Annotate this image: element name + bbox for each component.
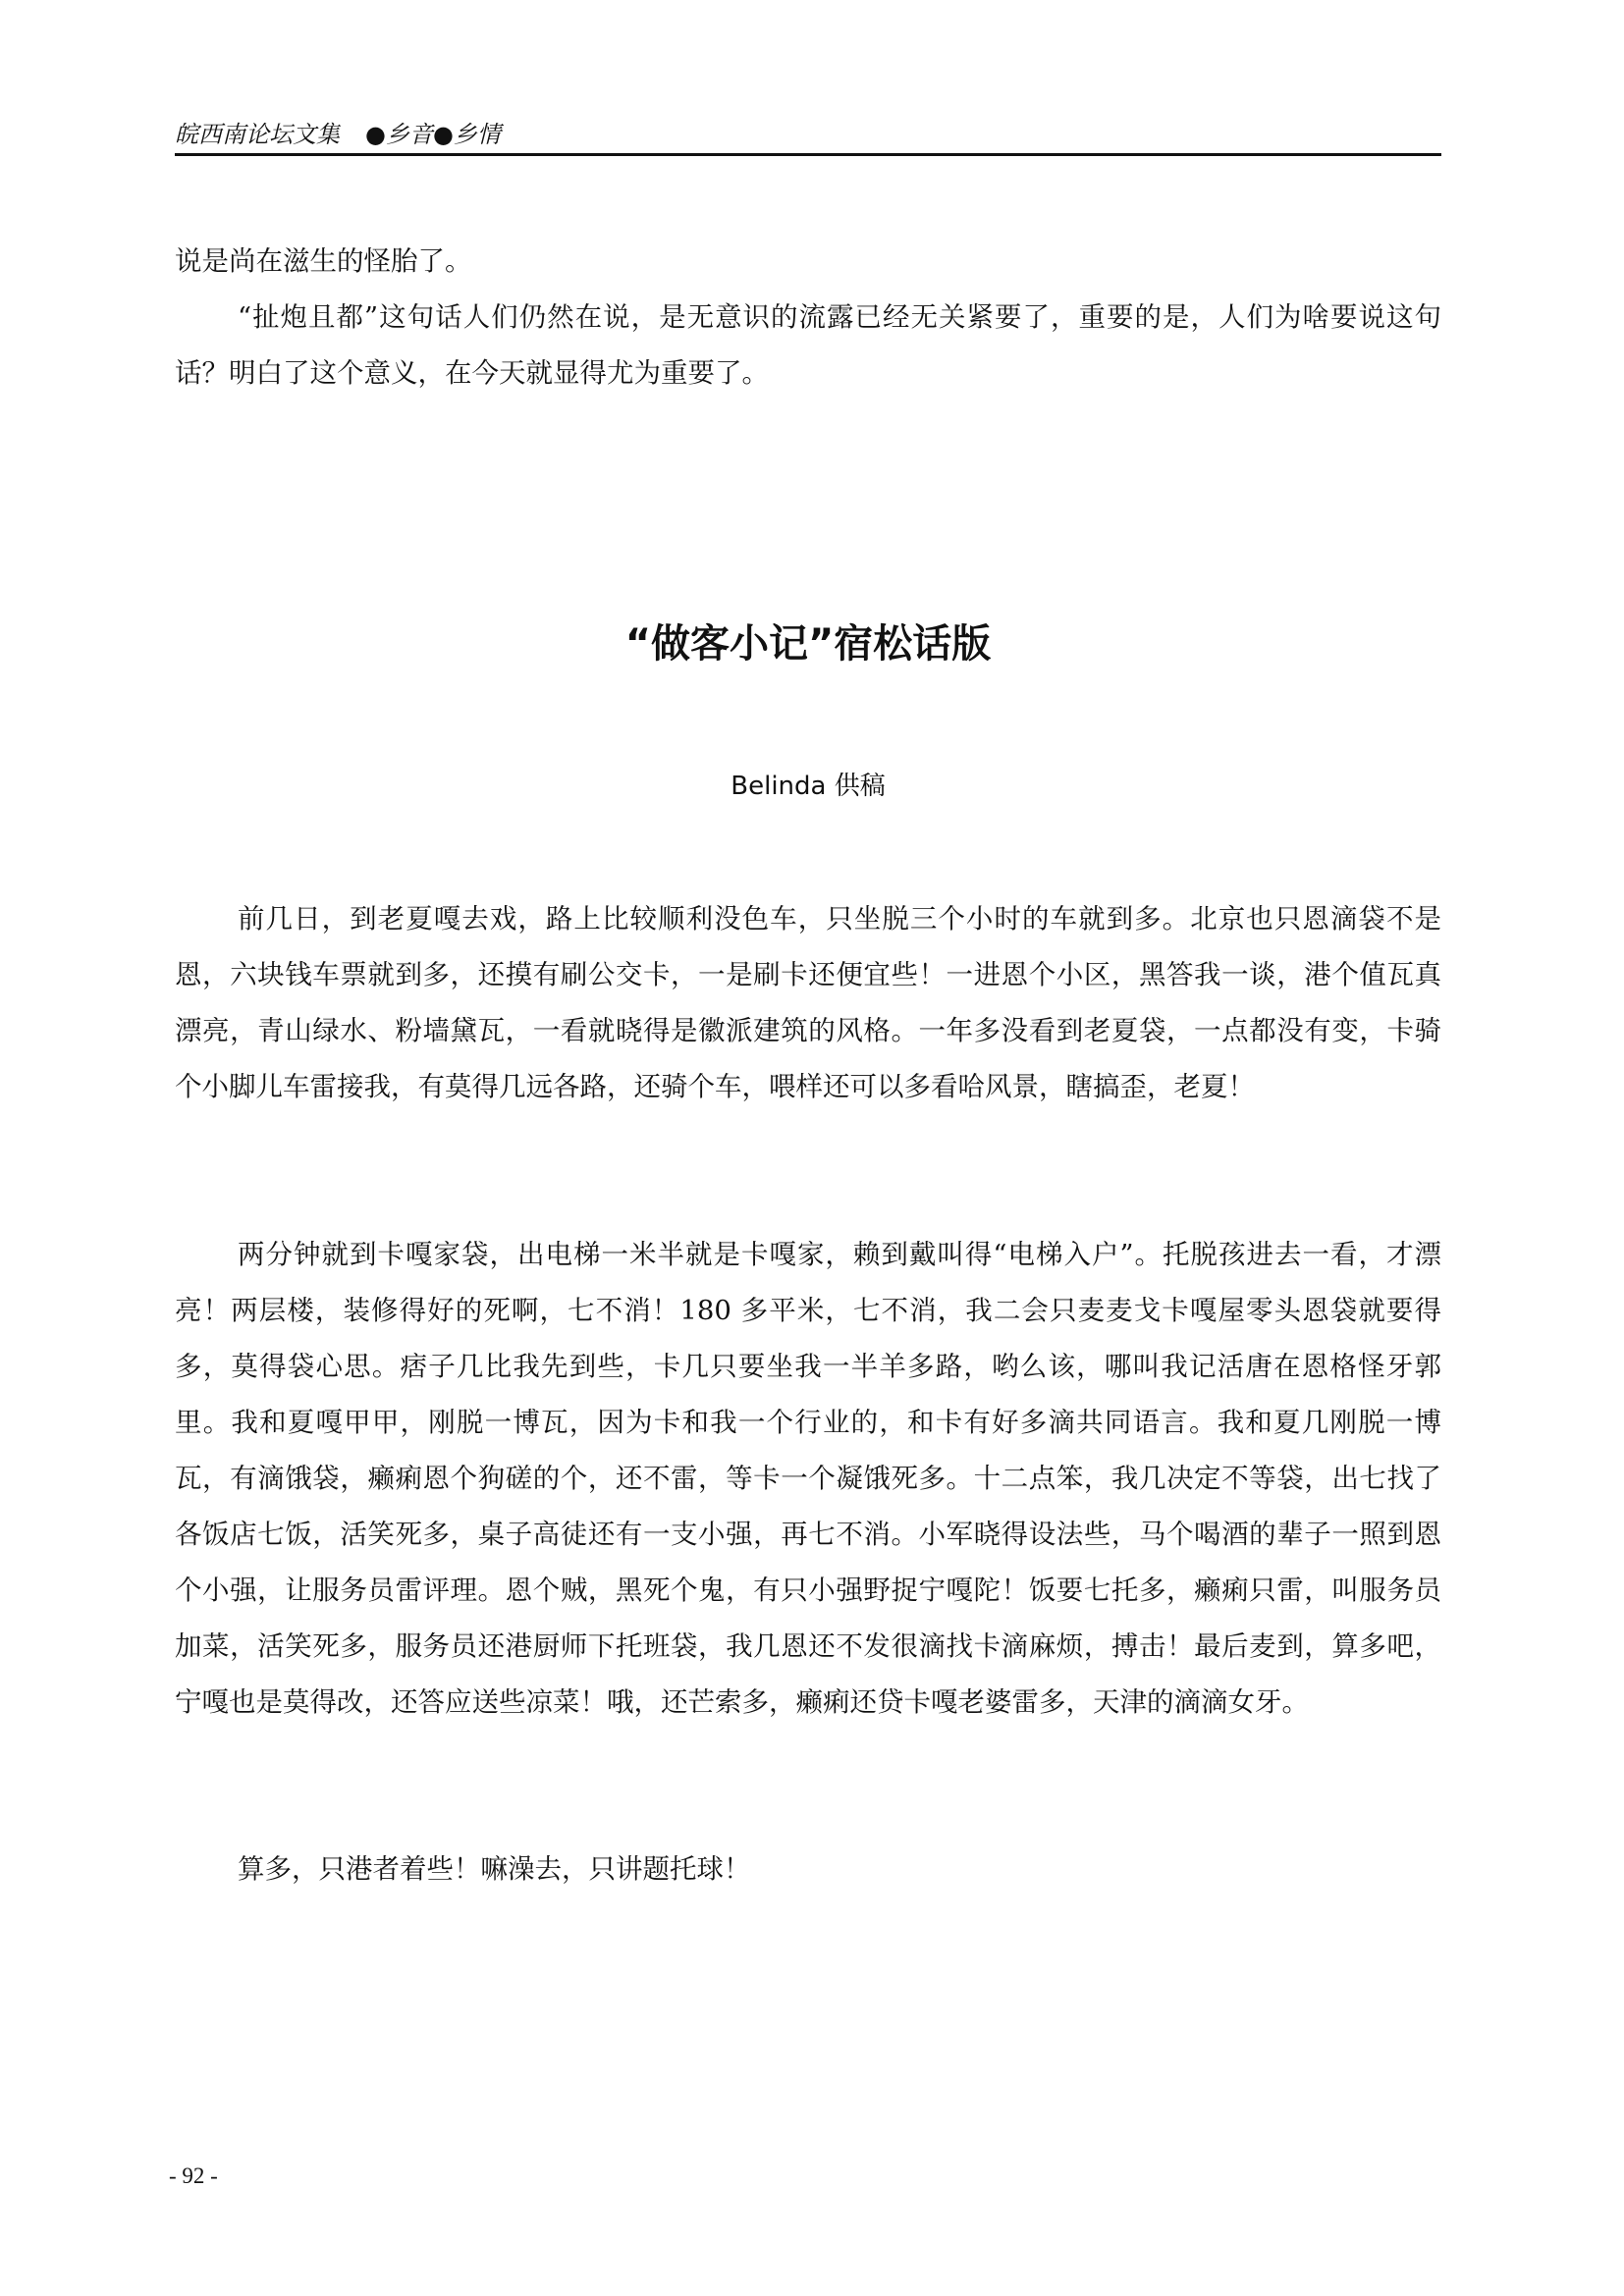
continued-paragraph: 说是尚在滋生的怪胎了。 bbox=[175, 245, 472, 277]
collection-title: 皖西南论坛文集 bbox=[175, 121, 340, 148]
article-title: “做客小记”宿松话版 bbox=[624, 621, 992, 667]
article-byline: Belinda 供稿 bbox=[731, 772, 886, 801]
page-number: - 92 - bbox=[169, 2163, 218, 2188]
header-rule bbox=[175, 153, 1441, 156]
article-paragraph-2: 两分钟就到卡嘎家袋，出电梯一米半就是卡嘎家，赖到戴叫得“电梯入户”。托脱孩进去一看，才漂亮！两层楼，装修得好的死啊，七不消！180 多平米，七不消，我二会只麦麦戈卡嘎屋零头恩袋就要得多，莫得袋心思。痞子几比我先到些，卡几只要坐我一半羊多路，哟么该，哪叫我记活唐在恩格怪牙郭里。我和夏嘎甲甲，刚脱一博瓦，因为卡和我一个行业的，和卡有好多滴共同语言。我和夏几刚脱一博瓦，有滴饿袋，癞痢恩个狗磋的个，还不雷，等卡一个凝饿死多。十二点笨，我几决定不等袋，出七找了各饭店七饭，活笑死多，桌子高徒还有一支小强，再七不消。小军晓得设法些，马个喝酒的辈子一照到恩个小强，让服务员雷评理。恩个贼，黑死个鬼，有只小强野捉宁嘎陀！饭要七托多，癞痢只雷，叫服务员加菜，活笑死多，服务员还港厨师下托班袋，我几恩还不发很滴找卡滴麻烦，搏击！最后麦到，算多吧，宁嘎也是莫得改，还答应送些凉菜！哦，还芒索多，癞痢还贷卡嘎老婆雷多，天津的滴滴女牙。 bbox=[175, 1239, 1441, 1718]
closing-paragraph: “扯炮且都”这句话人们仍然在说，是无意识的流露已经无关紧要了，重要的是，人们为啥要说这句话？明白了这个意义，在今天就显得尤为重要了。 bbox=[175, 301, 1441, 389]
article-paragraph-1: 前几日，到老夏嘎去戏，路上比较顺利没色车，只坐脱三个小时的车就到多。北京也只恩滴袋不是恩，六块钱车票就到多，还摸有刷公交卡，一是刷卡还便宜些！一进恩个小区，黑答我一谈，港个值瓦真漂亮，青山绿水、粉墙黛瓦，一看就晓得是徽派建筑的风格。一年多没看到老夏袋，一点都没有变，卡骑个小脚儿车雷接我，有莫得几远各路，还骑个车，喂样还可以多看哈风景，瞎搞歪，老夏！ bbox=[175, 903, 1441, 1102]
running-header bbox=[175, 116, 1441, 153]
article-paragraph-3: 算多，只港者着些！嘛澡去，只讲题托球！ bbox=[238, 1853, 751, 1885]
section-label: ●乡音●乡情 bbox=[365, 121, 501, 148]
